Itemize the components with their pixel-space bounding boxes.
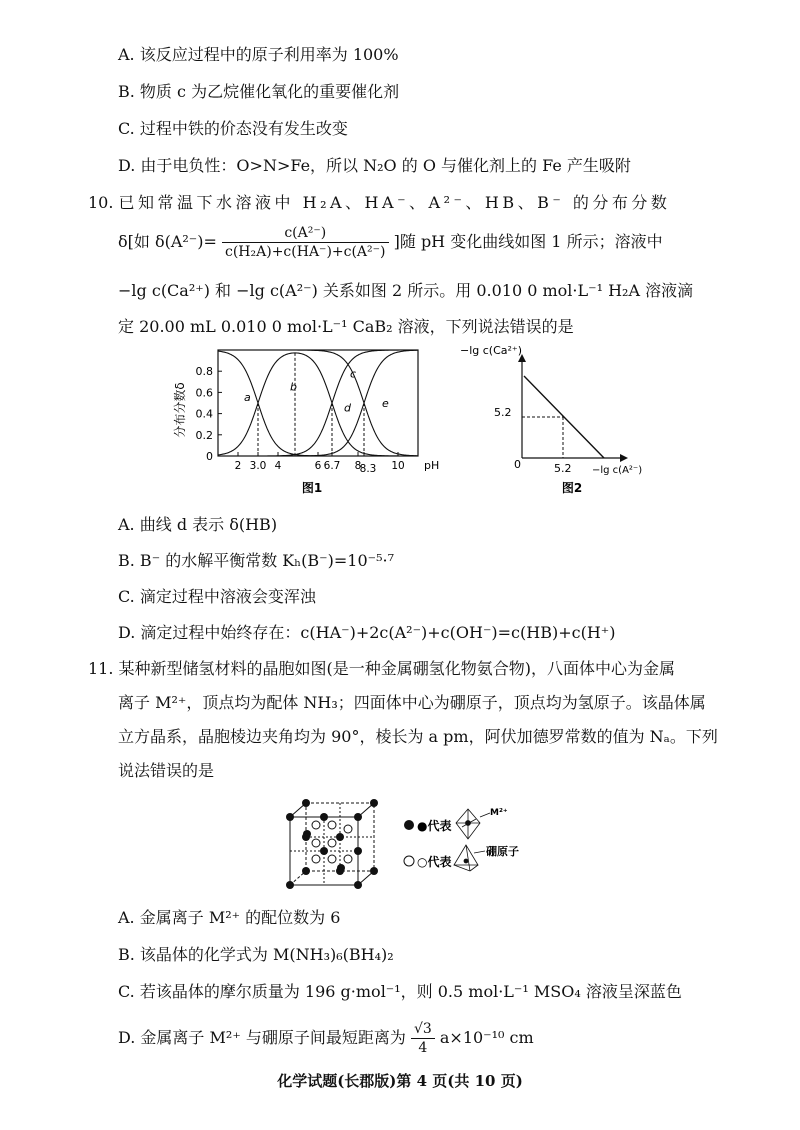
boron-dot: [312, 821, 320, 829]
q9-option-b: B. 物质 c 为乙烷催化氧化的重要催化剂: [118, 82, 400, 101]
q10-stem-line1: [88, 190, 670, 213]
q9-option-a: A. 该反应过程中的原子利用率为 100%: [118, 45, 399, 64]
q10-line4: 定 20.00 mL 0.010 0 mol·L⁻¹ CaB₂ 溶液，下列说法错误的是: [118, 317, 574, 336]
q10-frac-den: c(H₂A)+c(HA⁻)+c(A²⁻): [225, 244, 386, 260]
tetrahedron-icon: [454, 845, 478, 871]
q11-option-d-den: 4: [418, 1040, 428, 1056]
legend-black-label: ●代表: [417, 819, 452, 833]
q11-option-d: [118, 1020, 534, 1057]
fig1-ytick-label: 0: [206, 450, 213, 463]
fig1-xlabel: pH: [424, 459, 440, 472]
boron-dot: [328, 855, 336, 863]
metal-ion-dot: [302, 867, 310, 875]
boron-dot: [344, 825, 352, 833]
q10-number: 10.: [88, 193, 114, 212]
q11-line1: 某种新型储氢材料的晶胞如图(是一种金属硼氢化物氨合物)，八面体中心为金属: [118, 659, 676, 678]
metal-ion-dot: [370, 799, 378, 807]
fig1-curve-label-b: b: [290, 380, 297, 394]
q10-fraction: [222, 224, 389, 261]
fig1-caption: 图1: [301, 481, 323, 495]
metal-ion-dot: [286, 881, 294, 889]
q10-option-d: D. 滴定过程中始终存在：c(HA⁻)+2c(A²⁻)+c(OH⁻)=c(HB)+c(H⁺): [118, 623, 616, 642]
fig1-xtick-label: 10: [391, 460, 405, 472]
metal-ion-dot: [286, 813, 294, 821]
legend-black-dot-icon: [404, 820, 414, 830]
metal-ion-dot: [354, 881, 362, 889]
q9-option-c: C. 过程中铁的价态没有发生改变: [118, 119, 348, 138]
fig2-xlabel: −lg c(A²⁻): [592, 465, 643, 476]
q10-stem-line2: [118, 224, 663, 261]
q9-option-d: D. 由于电负性：O>N>Fe，所以 N₂O 的 O 与催化剂上的 Fe 产生吸附: [118, 156, 631, 175]
legend-white-dot-icon: [404, 856, 414, 866]
metal-ion-dot: [320, 847, 328, 855]
fig2-ylabel: −lg c(Ca²⁺): [460, 344, 523, 357]
legend-m-pointer: [480, 813, 490, 817]
q11-line3: 立方晶系，晶胞棱边夹角均为 90°，棱长为 a pm，阿伏加德罗常数的值为 Nₐ。下列: [118, 727, 718, 746]
fig1-ylabel: 分布分数δ: [173, 382, 187, 438]
legend-white-label: ○代表: [417, 855, 452, 869]
legend-b-pointer: [474, 851, 485, 853]
fig2-xtick: 5.2: [554, 462, 572, 475]
q10-line3: −lg c(Ca²⁺) 和 −lg c(A²⁻) 关系如图 2 所示。用 0.010 0 mol·L⁻¹ H₂A 溶液滴: [118, 281, 694, 300]
q11-option-d-pre: D. 金属离子 M²⁺ 与硼原子间最短距离为: [118, 1028, 406, 1047]
fig1-ytick-label: 0.8: [195, 365, 213, 379]
fig1-ytick-label: 0.4: [195, 407, 213, 421]
fig1-xtick-label: 8.3: [359, 463, 377, 475]
q10-line1: 已知常温下水溶液中 H₂A、HA⁻、A²⁻、HB、B⁻ 的分布分数: [118, 193, 671, 212]
q10-option-c: C. 滴定过程中溶液会变浑浊: [118, 587, 316, 606]
boron-dot: [328, 821, 336, 829]
q10-option-a: A. 曲线 d 表示 δ(HB): [118, 515, 278, 534]
metal-ion-dot: [336, 833, 344, 841]
cell-atoms: [286, 799, 378, 889]
metal-ion-dot: [302, 799, 310, 807]
fig1-ytick-label: 0.6: [195, 386, 213, 400]
legend-b-label: 硼原子: [486, 845, 519, 858]
boron-dot: [328, 839, 336, 847]
metal-ion-dot: [354, 813, 362, 821]
fig2-origin: 0: [514, 458, 521, 471]
q10-option-b: B. B⁻ 的水解平衡常数 Kₕ(B⁻)=10⁻⁵·⁷: [118, 551, 394, 570]
q11-option-b: B. 该晶体的化学式为 M(NH₃)₆(BH₄)₂: [118, 945, 394, 964]
fig1-curve-label-c: c: [350, 367, 357, 381]
metal-ion-dot: [320, 813, 328, 821]
fig2-ytick: 5.2: [494, 406, 512, 419]
q10-delta-prefix: δ[如 δ(A²⁻)=: [118, 232, 217, 251]
boron-dot: [312, 839, 320, 847]
q11-option-d-num: √3: [411, 1020, 435, 1039]
metal-ion-dot: [336, 867, 344, 875]
fig1-curve-label-d: d: [344, 401, 351, 415]
q11-option-d-post: a×10⁻¹⁰ cm: [439, 1028, 534, 1047]
fig1-xtick-label: 6: [314, 460, 322, 472]
metal-ion-dot: [370, 867, 378, 875]
crystal-cell-figure: [280, 795, 580, 895]
boron-dot: [312, 855, 320, 863]
fig1-xtick-label: 8: [354, 460, 362, 472]
legend-m-label: M²⁺: [490, 808, 508, 818]
fig2-caption: 图2: [561, 481, 583, 495]
fig1-ytick-label: 0.2: [195, 428, 213, 442]
octahedron-icon: [456, 809, 480, 839]
fig2-line: [524, 376, 604, 458]
metal-ion-dot: [354, 847, 362, 855]
fig1-xtick-label: 6.7: [323, 460, 341, 472]
q11-stem-line1: [88, 656, 675, 679]
q11-option-d-fraction: [411, 1020, 435, 1057]
q11-line2: 离子 M²⁺，顶点均为配体 NH₃；四面体中心为硼原子，顶点均为氢原子。该晶体属: [118, 693, 706, 712]
q11-option-a: A. 金属离子 M²⁺ 的配位数为 6: [118, 908, 341, 927]
q10-frac-num: c(A²⁻): [222, 224, 389, 243]
fig1-curves: [218, 350, 418, 456]
figure-2-chart: [450, 340, 680, 500]
fig1-xtick-label: 3.0: [249, 460, 267, 472]
q11-number: 11.: [88, 659, 114, 678]
q11-option-c: C. 若该晶体的摩尔质量为 196 g·mol⁻¹，则 0.5 mol·L⁻¹ MSO₄ 溶液呈深蓝色: [118, 982, 682, 1001]
fig1-xtick-label: 4: [274, 460, 282, 472]
fig1-xtick-label: 2: [234, 460, 242, 472]
fig1-curve-label-a: a: [244, 390, 251, 404]
metal-ion-dot: [302, 833, 310, 841]
figure-1-chart: [170, 340, 450, 500]
boron-dot: [344, 855, 352, 863]
fig1-curve-label-e: e: [382, 397, 389, 411]
q10-delta-suffix: ]随 pH 变化曲线如图 1 所示；溶液中: [393, 232, 663, 251]
q11-line4: 说法错误的是: [118, 761, 215, 780]
fig2-x-arrow: [620, 454, 628, 462]
page-footer: 化学试题(长郡版)第 4 页(共 10 页): [277, 1072, 523, 1090]
